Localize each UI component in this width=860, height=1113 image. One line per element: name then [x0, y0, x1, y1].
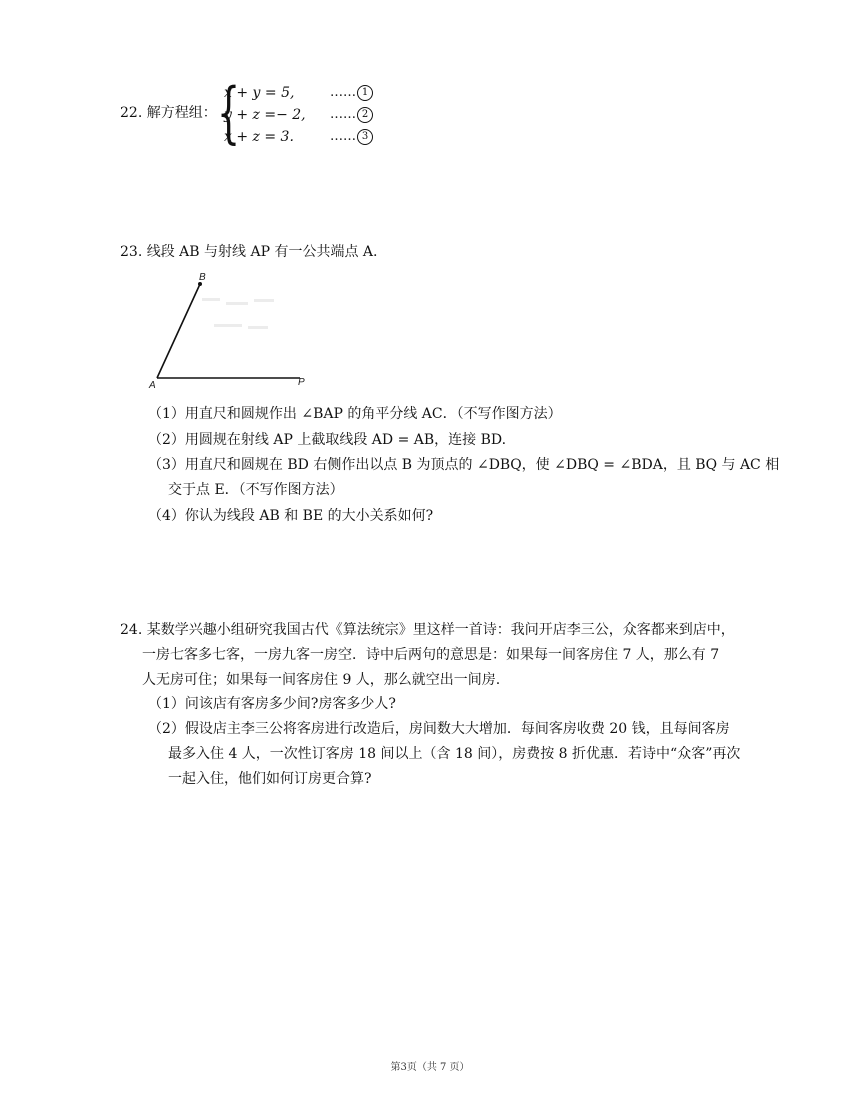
circled-number-3: 3	[357, 129, 373, 145]
q23-part-3: （3）用直尺和圆规在 BD 右侧作出以点 B 为顶点的 ∠DBQ，使 ∠DBQ = ∠BDA，且 BQ 与 AC 相	[148, 457, 780, 473]
q22-label: 22. 解方程组：	[120, 105, 217, 121]
label-b: B	[199, 272, 206, 283]
q23-stem: 23. 线段 AB 与射线 AP 有一公共端点 A.	[120, 244, 378, 260]
q24-part-2-cont-2: 一起入住，他们如何订房更合算?	[168, 771, 372, 787]
q24-part-2-cont-1: 最多入住 4 人，一次性订客房 18 间以上（含 18 间），房费按 8 折优惠．若诗中“众客”再次	[168, 746, 741, 762]
segment-ab	[157, 284, 200, 378]
equation-3: x + z = 3.	[224, 129, 294, 145]
equation-2-tag: …… 2	[330, 105, 373, 125]
label-p: P	[298, 377, 305, 388]
system-brace: {	[217, 74, 241, 151]
q23-part-4: （4）你认为线段 AB 和 BE 的大小关系如何?	[148, 508, 434, 524]
circled-number-1: 1	[357, 85, 373, 101]
equation-1-tag: …… 1	[330, 83, 373, 103]
q24-line-2: 一房七客多七客，一房九客一房空．诗中后两句的意思是：如果每一间客房住 7 人，那么有 7	[142, 647, 720, 663]
equation-1: x + y = 5,	[224, 85, 295, 101]
page-footer: 第3页（共 7 页）	[390, 1062, 470, 1073]
q23-part-2: （2）用圆规在射线 AP 上截取线段 AD = AB，连接 BD.	[148, 432, 507, 448]
q23-part-3-cont: 交于点 E．（不写作图方法）	[168, 482, 344, 498]
q23-part-1: （1）用直尺和圆规作出 ∠BAP 的角平分线 AC．（不写作图方法）	[148, 406, 562, 422]
q24-part-2: （2）假设店主李三公将客房进行改造后，房间数大大增加．每间客房收费 20 钱，且每间客房	[148, 721, 730, 737]
q24-line-3: 人无房可住；如果每一间客房住 9 人，那么就空出一间房.	[142, 672, 501, 688]
circled-number-2: 2	[357, 107, 373, 123]
q24-line-1: 24. 某数学兴趣小组研究我国古代《算法统宗》里这样一首诗：我问开店李三公，众客都来到店中，	[120, 622, 735, 638]
q23-figure	[142, 268, 312, 392]
scan-noise	[202, 298, 274, 329]
equation-3-tag: …… 3	[330, 127, 373, 147]
label-a: A	[149, 380, 156, 391]
equation-2: y + z =− 2,	[224, 107, 306, 123]
q24-part-1: （1）问该店有客房多少间?房客多少人?	[148, 696, 396, 712]
